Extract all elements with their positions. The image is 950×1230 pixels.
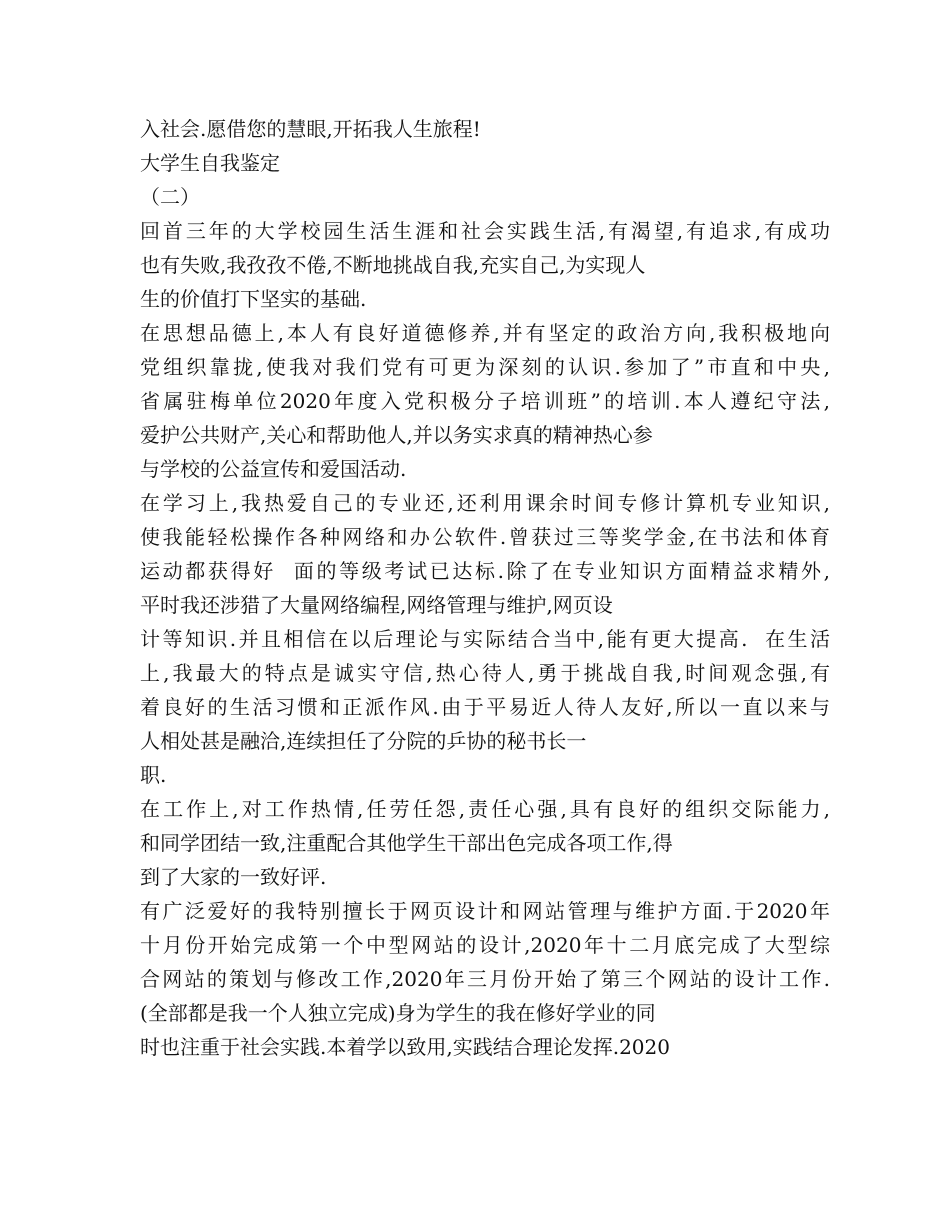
- text-line: 到了大家的一致好评.: [140, 865, 327, 889]
- text-line: 着良好的生活习惯和正派作风.由于平易近人待人友好,所以一直以来与: [140, 695, 830, 719]
- section-number: （二）: [140, 185, 200, 209]
- document-body: [140, 112, 830, 1064]
- text-line: 运动都获得好 面的等级考试已达标.除了在专业知识方面精益求精外,: [140, 559, 830, 583]
- text-line: 在学习上,我热爱自己的专业还,还利用课余时间专修计算机专业知识,: [140, 491, 830, 515]
- text-line: 职.: [140, 763, 167, 787]
- text-line: 党组织靠拢,使我对我们党有可更为深刻的认识.参加了”市直和中央,: [140, 355, 830, 379]
- text-line: 在思想品德上,本人有良好道德修养,并有坚定的政治方向,我积极地向: [140, 321, 830, 345]
- document-title: 大学生自我鉴定: [140, 151, 280, 175]
- text-line: 平时我还涉猎了大量网络编程,网络管理与维护,网页设: [140, 593, 613, 617]
- text-line: 和同学团结一致,注重配合其他学生干部出色完成各项工作,得: [140, 831, 673, 855]
- text-line: 人相处甚是融洽,连续担任了分院的乒协的秘书长一: [140, 729, 587, 753]
- text-line: 使我能轻松操作各种网络和办公软件.曾获过三等奖学金,在书法和体育: [140, 525, 830, 549]
- text-line: (全部都是我一个人独立完成)身为学生的我在修好学业的同: [140, 1001, 656, 1025]
- text-line: 省属驻梅单位2020年度入党积极分子培训班”的培训.本人遵纪守法,: [140, 389, 830, 413]
- text-line: 回首三年的大学校园生活生涯和社会实践生活,有渴望,有追求,有成功: [140, 219, 830, 243]
- text-line: 爱护公共财产,关心和帮助他人,并以务实求真的精神热心参: [140, 423, 653, 447]
- text-line: 时也注重于社会实践.本着学以致用,实践结合理论发挥.2020: [140, 1035, 670, 1059]
- text-line: 合网站的策划与修改工作,2020年三月份开始了第三个网站的设计工作.: [140, 967, 830, 991]
- text-line: 入社会.愿借您的慧眼,开拓我人生旅程!: [140, 117, 481, 141]
- text-line: 十月份开始完成第一个中型网站的设计,2020年十二月底完成了大型综: [140, 933, 830, 957]
- text-line: 在工作上,对工作热情,任劳任怨,责任心强,具有良好的组织交际能力,: [140, 797, 830, 821]
- text-line: 与学校的公益宣传和爱国活动.: [140, 457, 407, 481]
- text-line: 上,我最大的特点是诚实守信,热心待人,勇于挑战自我,时间观念强,有: [140, 661, 830, 685]
- text-line: 计等知识.并且相信在以后理论与实际结合当中,能有更大提高. 在生活: [140, 627, 830, 651]
- text-line: 生的价值打下坚实的基础.: [140, 287, 367, 311]
- text-line: 有广泛爱好的我特别擅长于网页设计和网站管理与维护方面.于2020年: [140, 899, 830, 923]
- text-line: 也有失败,我孜孜不倦,不断地挑战自我,充实自己,为实现人: [140, 253, 646, 277]
